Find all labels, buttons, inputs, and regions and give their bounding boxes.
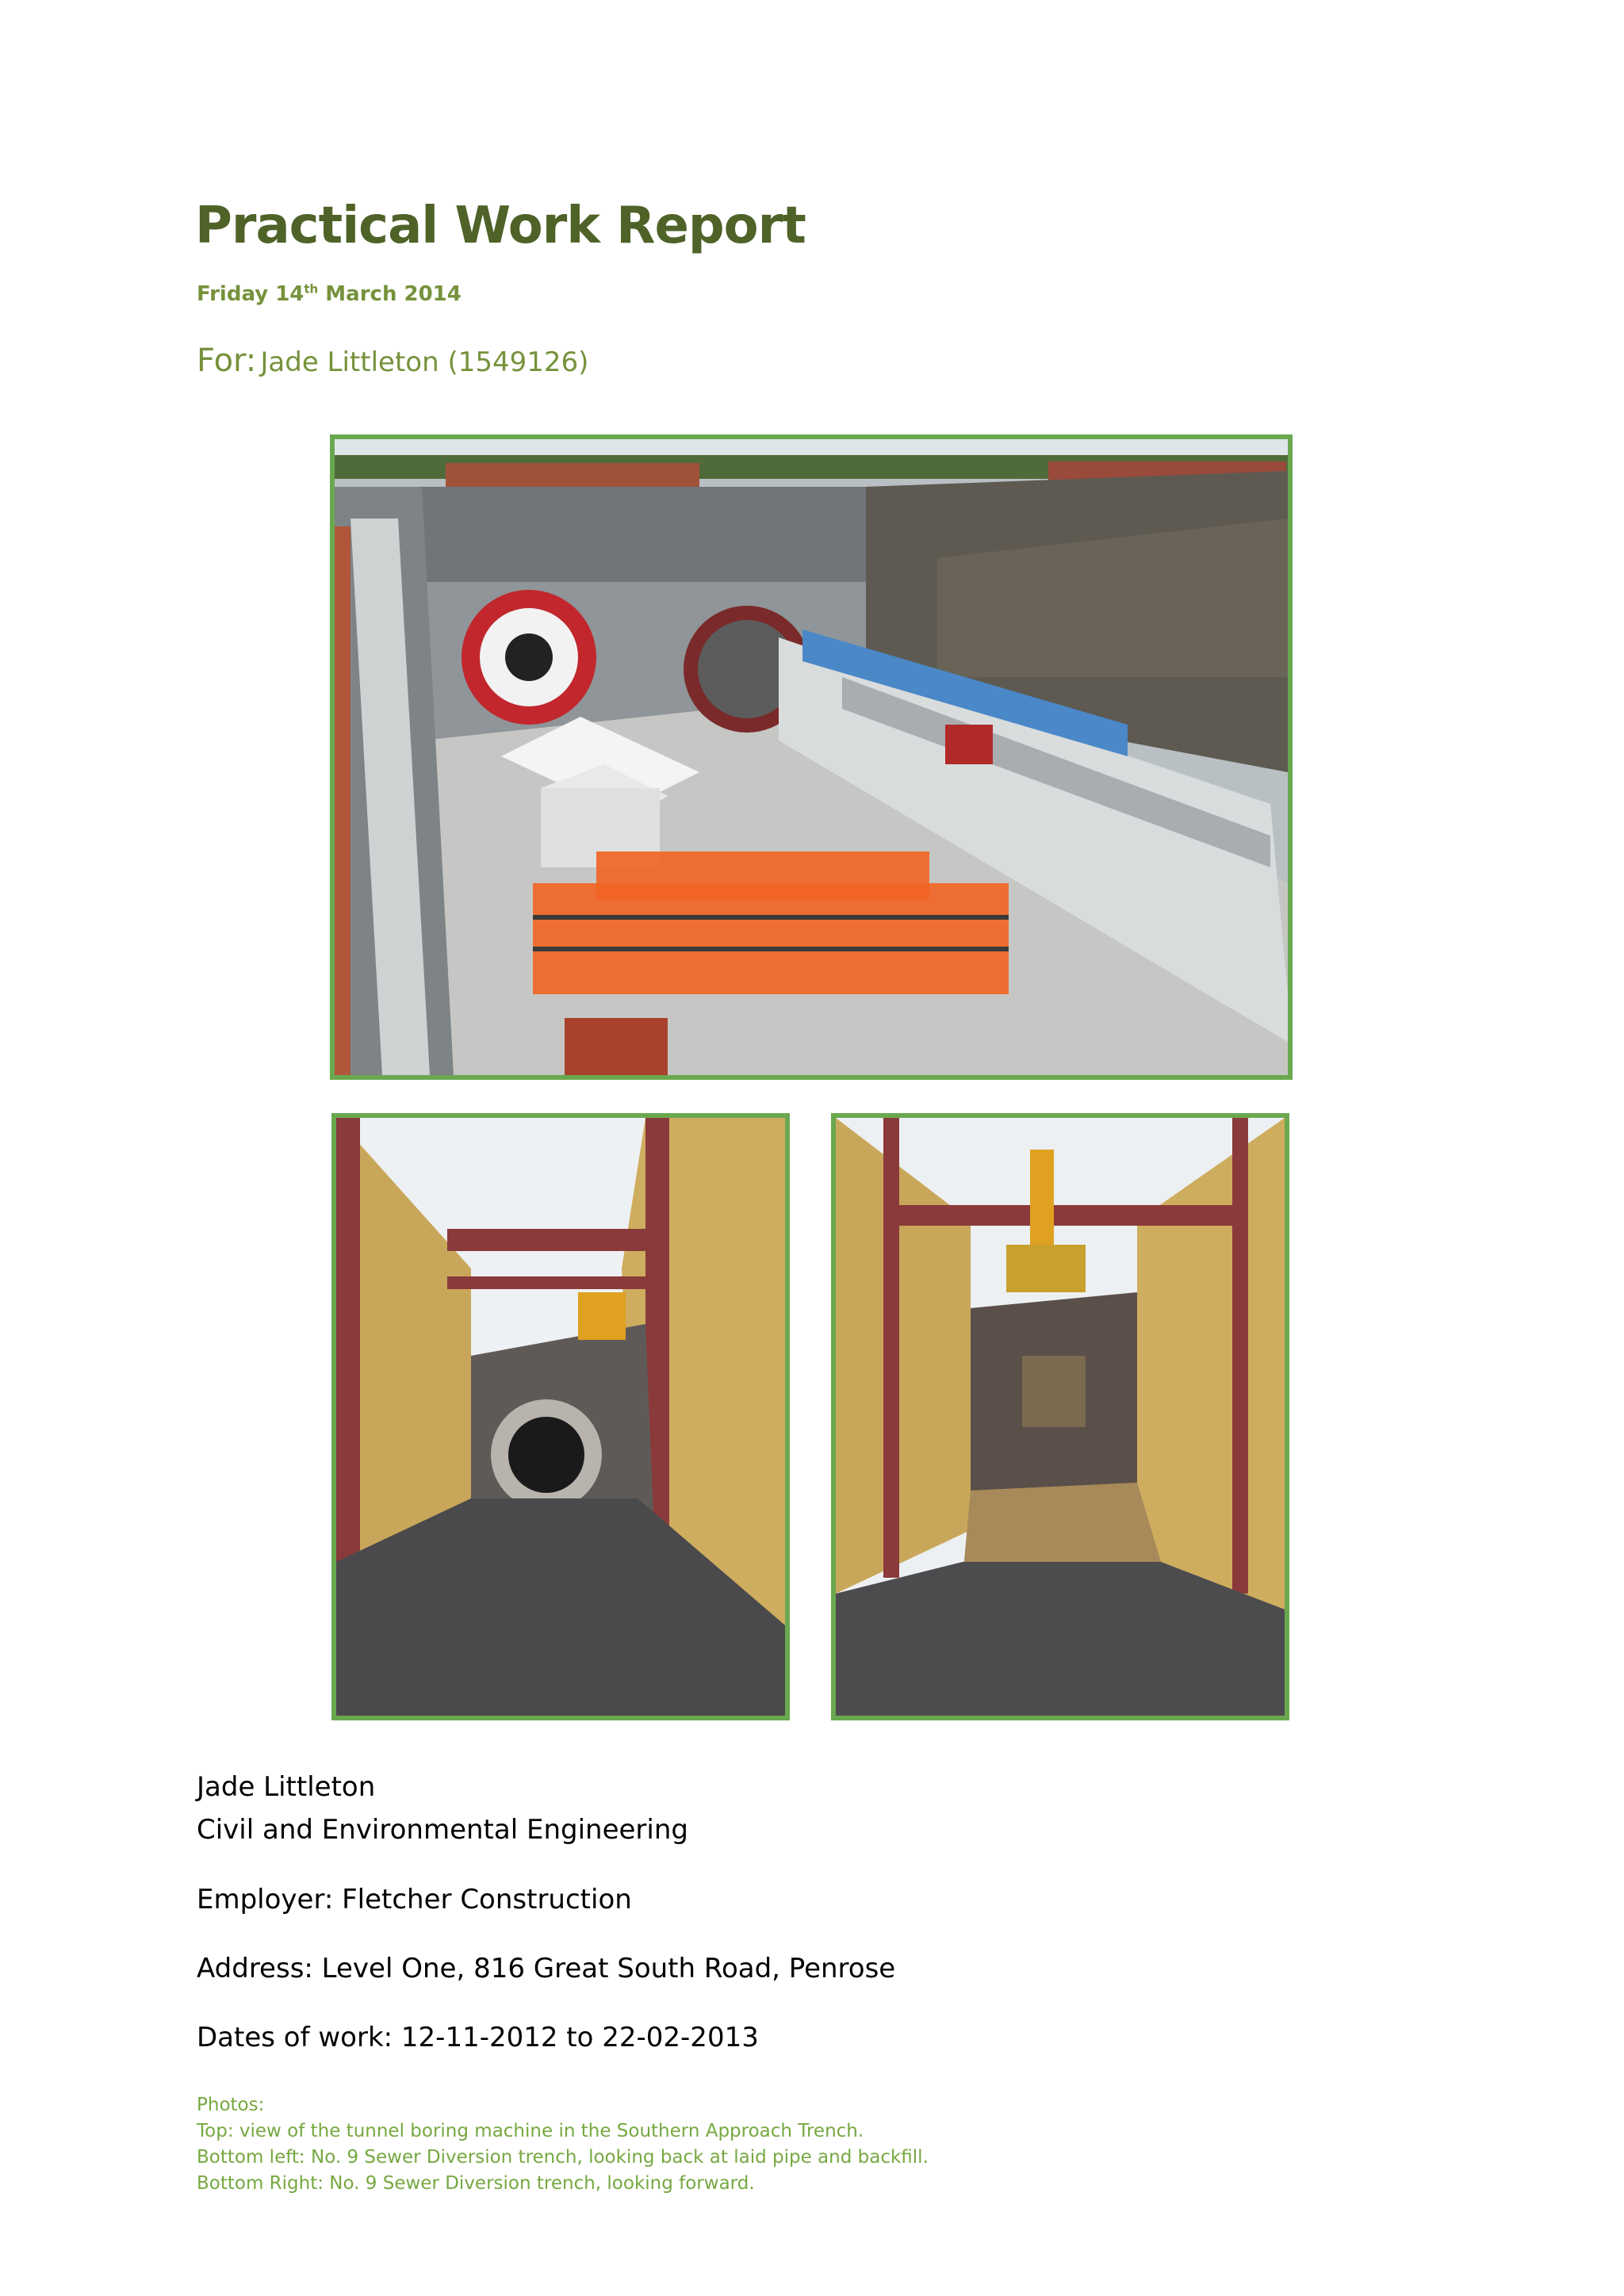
address: Address: Level One, 816 Great South Road, Penrose xyxy=(197,1953,896,1984)
department: Civil and Environmental Engineering xyxy=(197,1814,688,1846)
tunnel-boring-machine-photo xyxy=(330,434,1293,1080)
for-name: Jade Littleton (1549126) xyxy=(260,346,589,378)
caption-bottom-left: Bottom left: No. 9 Sewer Diversion trench, looking back at laid pipe and backfill. xyxy=(197,2147,929,2168)
student-name: Jade Littleton xyxy=(197,1771,376,1803)
sewer-trench-forward-photo xyxy=(831,1113,1289,1720)
dates-of-work: Dates of work: 12-11-2012 to 22-02-2013 xyxy=(197,2022,759,2053)
trench-forward-image xyxy=(836,1118,1285,1716)
for-label: For: xyxy=(197,342,257,379)
caption-top: Top: view of the tunnel boring machine in the Southern Approach Trench. xyxy=(197,2121,864,2141)
trench-pipe-image xyxy=(336,1118,785,1716)
report-title: Practical Work Report xyxy=(195,197,806,255)
recipient-line xyxy=(197,342,588,379)
employer: Employer: Fletcher Construction xyxy=(197,1884,632,1915)
date-day: Friday 14 xyxy=(197,282,304,306)
date-rest: March 2014 xyxy=(318,282,462,306)
sewer-trench-pipe-photo xyxy=(331,1113,790,1720)
date-suffix: th xyxy=(304,281,319,297)
photos-caption-heading: Photos: xyxy=(197,2095,265,2115)
caption-bottom-right: Bottom Right: No. 9 Sewer Diversion trench, looking forward. xyxy=(197,2173,755,2194)
report-date xyxy=(197,282,462,306)
tbm-scene-image xyxy=(335,439,1288,1075)
